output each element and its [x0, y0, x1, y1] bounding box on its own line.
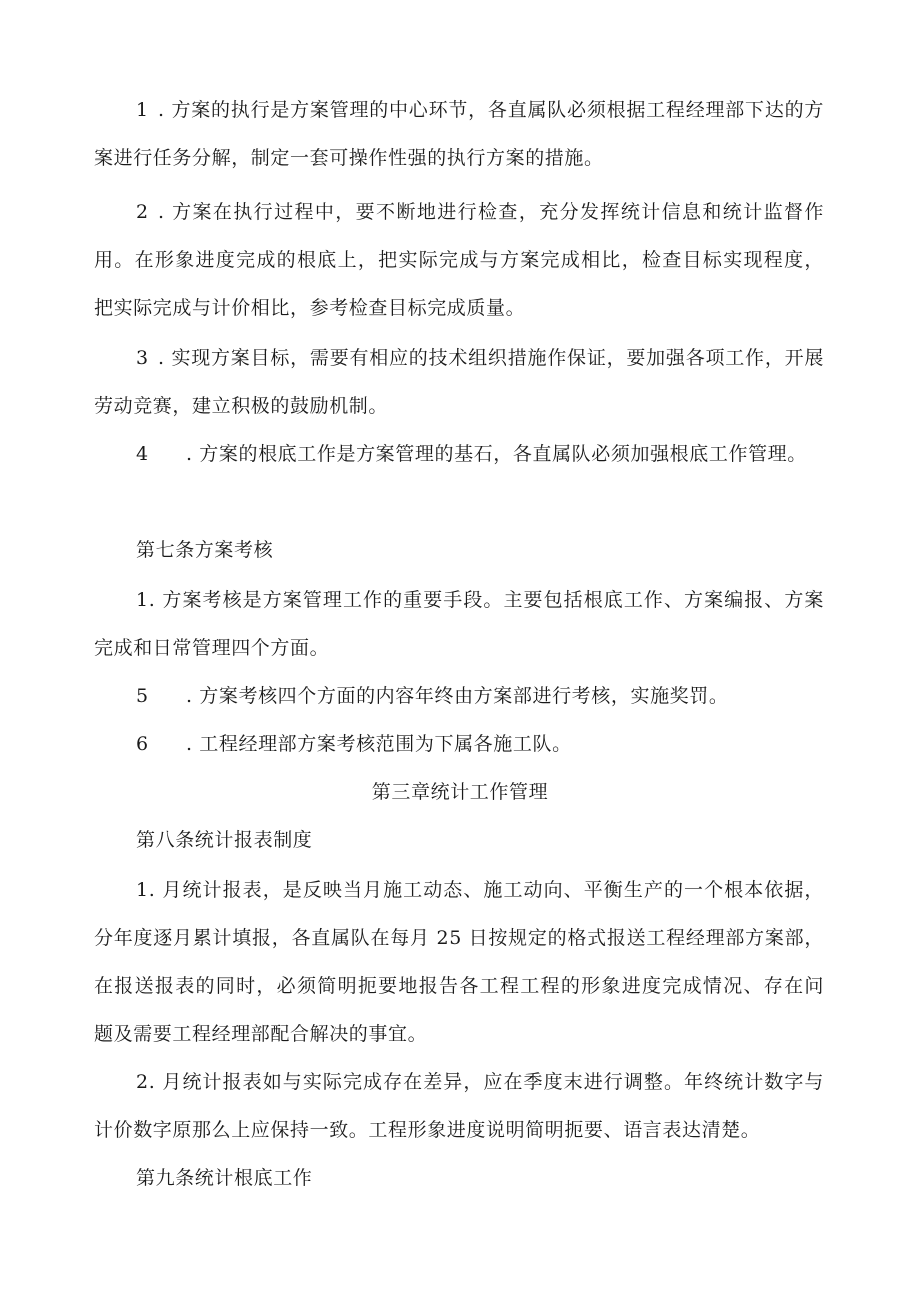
art8-p1-line4: 题及需要工程经理部配合解决的事宜。	[94, 1023, 428, 1045]
item-number-3: 3	[136, 347, 149, 369]
item-number-1: 1	[136, 99, 149, 121]
p2-line3: 把实际完成与计价相比，参考检查目标完成质量。	[94, 297, 526, 319]
art7-p5-line1: . 方案考核四个方面的内容年终由方案部进行考核，实施奖罚。	[186, 685, 729, 707]
art8-p1-line3: 在报送报表的同时，必须简明扼要地报告各工程工程的形象进度完成情况、存在问	[94, 975, 824, 997]
p2-line2: 用。在形象进度完成的根底上，把实际完成与方案完成相比，检查目标实现程度，	[94, 249, 824, 271]
art8-p1-line2: 分年度逐月累计填报，各直属队在每月 25 日按规定的格式报送工程经理部方案部，	[94, 927, 824, 949]
chapter-3-title: 第三章统计工作管理	[371, 781, 549, 803]
item-number-2: 2	[136, 201, 149, 223]
article-8-title: 第八条统计报表制度	[136, 829, 313, 851]
item-number-5: 5	[136, 685, 149, 707]
art7-p1-line2: 完成和日常管理四个方面。	[94, 637, 330, 659]
art8-p1-line1: 1. 月统计报表，是反映当月施工动态、施工动向、平衡生产的一个根本依据，	[136, 879, 824, 901]
item-number-6: 6	[136, 733, 149, 755]
item-number-4: 4	[136, 443, 149, 465]
art8-p2-line1: 2. 月统计报表如与实际完成存在差异，应在季度末进行调整。年终统计数字与	[136, 1071, 824, 1093]
art7-p1-line1: 1. 方案考核是方案管理工作的重要手段。主要包括根底工作、方案编报、方案	[136, 589, 824, 611]
art8-p2-line2: 计价数字原那么上应保持一致。工程形象进度说明简明扼要、语言表达清楚。	[94, 1119, 761, 1141]
article-9-title: 第九条统计根底工作	[136, 1167, 313, 1189]
art7-p6-line1: . 工程经理部方案考核范围为下属各施工队。	[186, 733, 572, 755]
p1-line1: . 方案的执行是方案管理的中心环节，各直属队必须根据工程经理部下达的方	[158, 99, 824, 121]
p3-line1: . 实现方案目标，需要有相应的技术组织措施作保证，要加强各项工作，开展	[158, 347, 824, 369]
article-7-title: 第七条方案考核	[136, 539, 274, 561]
p4-line1: . 方案的根底工作是方案管理的基石，各直属队必须加强根底工作管理。	[186, 443, 807, 465]
p2-line1: . 方案在执行过程中，要不断地进行检查，充分发挥统计信息和统计监督作	[158, 201, 824, 223]
p1-line2: 案进行任务分解，制定一套可操作性强的执行方案的措施。	[94, 147, 604, 169]
p3-line2: 劳动竞赛，建立积极的鼓励机制。	[94, 395, 389, 417]
